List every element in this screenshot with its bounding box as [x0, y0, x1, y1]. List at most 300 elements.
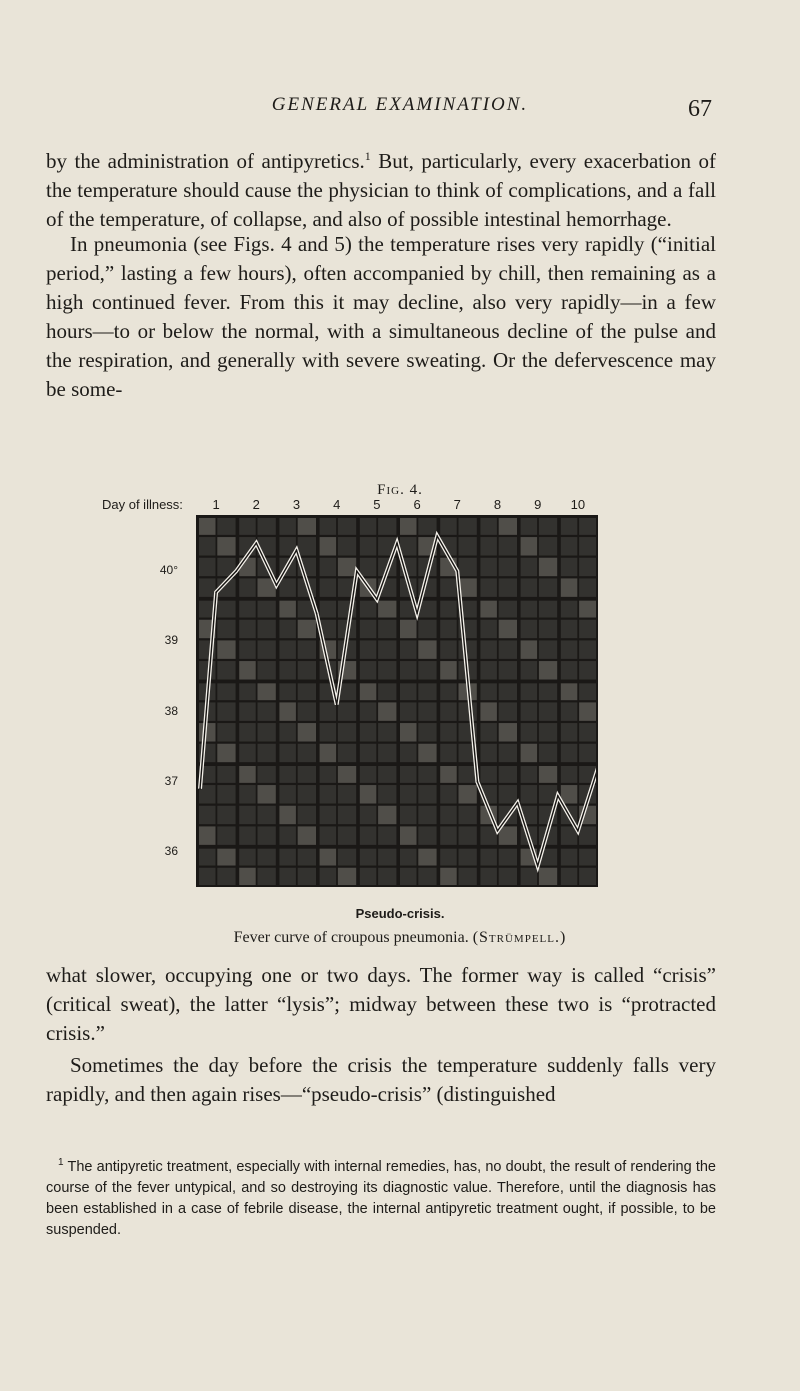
chart-grid-cell — [258, 661, 276, 679]
chart-grid-cell — [360, 661, 377, 679]
chart-grid-cell — [499, 620, 517, 638]
chart-grid-cell — [217, 702, 235, 720]
chart-grid-cell — [418, 744, 436, 762]
chart-grid-cell — [258, 518, 276, 535]
chart-grid-cell — [239, 868, 256, 886]
day-tick-label: 8 — [493, 497, 502, 512]
chart-grid-cell — [400, 723, 417, 741]
chart-grid-cell — [499, 868, 517, 886]
chart-grid-cell — [320, 744, 337, 762]
chart-grid-cell — [539, 766, 557, 783]
chart-grid-cell — [320, 601, 337, 618]
chart-grid-cell — [217, 849, 235, 866]
chart-grid-cell — [440, 640, 457, 658]
chart-grid-cell — [258, 785, 276, 803]
chart-grid-cell — [579, 601, 597, 618]
chart-grid-cell — [400, 537, 417, 555]
chart-grid-cell — [521, 785, 538, 803]
chart-grid-cell — [521, 537, 538, 555]
chart-grid-cell — [258, 826, 276, 844]
chart-grid-cell — [217, 683, 235, 700]
chart-grid-cell — [499, 537, 517, 555]
fever-curve-point — [436, 535, 438, 537]
chart-grid-cell — [539, 723, 557, 741]
paragraph-1-text-a: by the administration of antipyretics. — [46, 149, 365, 173]
chart-grid-cell — [320, 723, 337, 741]
chart-grid-cell — [561, 849, 578, 866]
chart-grid-cell — [338, 723, 356, 741]
chart-grid-cell — [539, 640, 557, 658]
chart-grid-cell — [360, 702, 377, 720]
paragraph-4: Sometimes the day before the crisis the temperature suddenly falls very rapidly, and then again rises—“pseudo-crisis” (distinguished — [46, 1053, 716, 1106]
chart-grid-cell — [360, 785, 377, 803]
chart-grid-cell — [499, 849, 517, 866]
day-tick-label: 1 — [212, 497, 220, 512]
chart-grid-cell — [539, 661, 557, 679]
fever-curve-point — [199, 788, 201, 790]
chart-grid-cell — [539, 744, 557, 762]
chart-grid-cell — [217, 601, 235, 618]
chart-grid-cell — [521, 578, 538, 596]
chart-grid-cell — [298, 620, 316, 638]
chart-grid-cell — [561, 537, 578, 555]
paragraph-1 — [46, 142, 716, 234]
chart-grid-cell — [360, 640, 377, 658]
chart-grid-cell — [217, 620, 235, 638]
chart-grid-cell — [480, 766, 497, 783]
chart-grid-cell — [360, 849, 377, 866]
chart-grid-cell — [360, 601, 377, 618]
chart-grid-cell — [499, 744, 517, 762]
chart-grid-cell — [378, 518, 396, 535]
chart-grid-cell — [320, 578, 337, 596]
chart-grid-cell — [561, 640, 578, 658]
chart-grid-cell — [279, 849, 296, 866]
chart-grid-cell — [360, 868, 377, 886]
footnote-marker: 1 — [58, 1157, 64, 1168]
chart-grid-cell — [279, 683, 296, 700]
chart-grid-cell — [360, 683, 377, 700]
chart-grid-cell — [459, 766, 477, 783]
chart-grid-cell — [440, 868, 457, 886]
figure-label: Fig. 4. — [377, 482, 423, 498]
chart-grid-cell — [418, 785, 436, 803]
chart-grid-cell — [459, 558, 477, 576]
chart-grid-cell — [320, 558, 337, 576]
chart-grid-cell — [320, 537, 337, 555]
chart-grid-cell — [521, 518, 538, 535]
chart-grid-cell — [378, 661, 396, 679]
chart-grid-cell — [521, 744, 538, 762]
fever-curve-point — [296, 549, 298, 551]
chart-grid-cell — [561, 661, 578, 679]
chart-grid-cell — [459, 518, 477, 535]
chart-grid-cell — [400, 806, 417, 824]
chart-grid-cell — [239, 785, 256, 803]
chart-grid-cell — [298, 661, 316, 679]
chart-grid-cell — [579, 640, 597, 658]
chart-grid-cell — [499, 826, 517, 844]
chart-grid-cell — [258, 766, 276, 783]
chart-grid-cell — [239, 723, 256, 741]
chart-grid-cell — [258, 702, 276, 720]
fever-curve-point — [356, 570, 358, 572]
chart-grid-cell — [579, 826, 597, 844]
chart-grid-cell — [459, 826, 477, 844]
chart-grid-cell — [360, 723, 377, 741]
caption-text: Fever curve of croupous pneumonia. — [233, 929, 469, 946]
chart-grid-cell — [298, 806, 316, 824]
chart-grid-cell — [378, 683, 396, 700]
chart-grid-cell — [521, 640, 538, 658]
chart-grid-cell — [400, 868, 417, 886]
chart-grid-cell — [561, 558, 578, 576]
chart-grid-cell — [579, 723, 597, 741]
paragraph-1-text-b: But, particularly, every exacerbation of the temperature should cause the physician to think of complications, and a fall of the temperature, of collapse, and also of possible intestinal hemorrhage. — [46, 149, 716, 231]
chart-grid-cell — [298, 868, 316, 886]
chart-grid-cell — [480, 826, 497, 844]
chart-grid-cell — [400, 640, 417, 658]
chart-grid-cell — [579, 702, 597, 720]
chart-grid-cell — [499, 518, 517, 535]
fever-curve-point — [416, 612, 418, 614]
chart-grid-cell — [440, 806, 457, 824]
temperature-tick-label: 39 — [164, 633, 178, 648]
chart-grid-cell — [360, 826, 377, 844]
chart-grid-cell — [378, 744, 396, 762]
chart-grid-cell — [378, 702, 396, 720]
chart-grid-cell — [440, 744, 457, 762]
chart-grid-cell — [499, 601, 517, 618]
chart-grid-cell — [539, 518, 557, 535]
chart-grid-cell — [378, 849, 396, 866]
chart-grid-cell — [298, 683, 316, 700]
chart-grid-cell — [279, 578, 296, 596]
chart-grid-cell — [440, 849, 457, 866]
chart-grid-cell — [298, 766, 316, 783]
chart-grid-cell — [521, 683, 538, 700]
chart-grid-cell — [239, 518, 256, 535]
chart-grid-cell — [378, 766, 396, 783]
chart-grid-cell — [440, 702, 457, 720]
chart-grid-cell — [440, 785, 457, 803]
page-header — [0, 94, 800, 124]
chart-grid-cell — [480, 537, 497, 555]
chart-grid-cell — [258, 723, 276, 741]
chart-grid-cell — [378, 723, 396, 741]
chart-grid-cell — [217, 868, 235, 886]
chart-grid-cell — [360, 744, 377, 762]
chart-grid-cell — [217, 744, 235, 762]
chart-grid-cell — [459, 702, 477, 720]
chart-grid-cell — [400, 661, 417, 679]
chart-grid-cell — [279, 785, 296, 803]
chart-grid-cell — [258, 620, 276, 638]
chart-grid-cell — [320, 849, 337, 866]
chart-grid-cell — [521, 766, 538, 783]
chart-grid-cell — [539, 620, 557, 638]
chart-grid-cell — [338, 766, 356, 783]
chart-grid-cell — [279, 702, 296, 720]
chart-grid-cell — [440, 683, 457, 700]
chart-grid-cell — [440, 766, 457, 783]
chart-grid-cell — [338, 806, 356, 824]
chart-grid-cell — [521, 601, 538, 618]
chart-grid-cell — [320, 868, 337, 886]
chart-grid-cell — [521, 868, 538, 886]
chart-grid-cell — [418, 620, 436, 638]
day-tick-label: 10 — [570, 497, 586, 512]
chart-grid-cell — [418, 826, 436, 844]
chart-grid-cell — [378, 785, 396, 803]
chart-grid-cell — [561, 620, 578, 638]
chart-grid-cell — [199, 826, 216, 844]
chart-grid-cell — [199, 806, 216, 824]
chart-grid-cell — [440, 620, 457, 638]
day-tick-label: 2 — [252, 497, 260, 512]
chart-grid-cell — [440, 518, 457, 535]
chart-grid-cell — [400, 620, 417, 638]
chart-grid-cell — [239, 744, 256, 762]
fever-curve-point — [235, 570, 237, 572]
chart-grid-cell — [279, 868, 296, 886]
chart-grid-cell — [521, 661, 538, 679]
chart-grid-cell — [338, 518, 356, 535]
fever-curve-point — [316, 612, 318, 614]
temperature-tick-label: 36 — [164, 843, 178, 858]
chart-grid-cell — [258, 601, 276, 618]
chart-grid-cell — [199, 558, 216, 576]
chart-grid-cell — [480, 723, 497, 741]
chart-grid-cell — [279, 620, 296, 638]
chart-grid-cell — [539, 558, 557, 576]
chart-grid-cell — [239, 620, 256, 638]
chart-grid-cell — [459, 785, 477, 803]
chart-grid-cell — [298, 537, 316, 555]
chart-grid-cell — [418, 702, 436, 720]
footnote-ref: 1 — [364, 149, 371, 163]
chart-grid-cell — [298, 640, 316, 658]
chart-grid-cell — [480, 601, 497, 618]
chart-grid-cell — [320, 826, 337, 844]
chart-grid-cell — [338, 826, 356, 844]
day-tick-label: 6 — [413, 497, 421, 512]
day-tick-label: 9 — [534, 497, 542, 512]
chart-grid-cell — [579, 868, 597, 886]
chart-grid-cell — [338, 849, 356, 866]
chart-grid-cell — [561, 518, 578, 535]
chart-grid-cell — [480, 518, 497, 535]
chart-grid-cell — [579, 661, 597, 679]
chart-grid-cell — [499, 640, 517, 658]
chart-grid-cell — [561, 766, 578, 783]
chart-grid-cell — [239, 849, 256, 866]
chart-grid-cell — [400, 683, 417, 700]
chart-grid-cell — [499, 702, 517, 720]
chart-grid-cell — [440, 601, 457, 618]
chart-grid-cell — [499, 578, 517, 596]
chart-grid-cell — [298, 723, 316, 741]
chart-grid-cell — [400, 785, 417, 803]
chart-grid-cell — [258, 806, 276, 824]
chart-grid-cell — [239, 683, 256, 700]
chart-grid-cell — [279, 744, 296, 762]
chart-grid-cell — [279, 601, 296, 618]
day-tick-label: 3 — [292, 497, 301, 512]
chart-grid-cell — [239, 578, 256, 596]
chart-grid-cell — [418, 683, 436, 700]
chart-grid-cell — [579, 683, 597, 700]
chart-grid-cell — [258, 744, 276, 762]
chart-grid-cell — [499, 661, 517, 679]
chart-grid-cell — [279, 723, 296, 741]
chart-grid-cell — [217, 537, 235, 555]
chart-grid-cell — [561, 785, 578, 803]
chart-grid-cell — [199, 723, 216, 741]
chart-grid-cell — [320, 518, 337, 535]
chart-grid-cell — [418, 661, 436, 679]
footnote-text: The antipyretic treatment, especially with internal remedies, has, no doubt, the result of rendering the course of the fever untypical, and so destroying its diagnostic value. Therefore, until the diagnosis has been established in a case of febrile disease, the internal antipyretic treatment ought, if possible, to be suspended. — [46, 1158, 716, 1238]
paragraph-3: what slower, occupying one or two days. The former way is called “crisis” (critical sweat), the latter “lysis”; midway between these two is “protracted crisis.” — [46, 963, 716, 1045]
chart-grid-cell — [279, 806, 296, 824]
chart-grid-cell — [217, 723, 235, 741]
fever-curve-point — [577, 830, 579, 832]
chart-grid-cell — [499, 785, 517, 803]
chart-grid-cell — [521, 723, 538, 741]
chart-grid-cell — [239, 702, 256, 720]
chart-grid-cell — [418, 766, 436, 783]
chart-grid-cell — [320, 702, 337, 720]
chart-grid-cell — [418, 640, 436, 658]
chart-grid-cell — [579, 558, 597, 576]
chart-grid-cell — [338, 744, 356, 762]
chart-grid-cell — [360, 558, 377, 576]
temperature-tick-label: 38 — [164, 703, 178, 718]
chart-grid-cell — [561, 578, 578, 596]
chart-grid-cell — [440, 578, 457, 596]
chart-grid-cell — [338, 702, 356, 720]
chart-grid-cell — [459, 806, 477, 824]
chart-grid-cell — [440, 826, 457, 844]
chart-grid-cell — [360, 806, 377, 824]
chart-grid-cell — [298, 849, 316, 866]
chart-grid-cell — [579, 744, 597, 762]
chart-grid-cell — [258, 849, 276, 866]
chart-grid-cell — [217, 785, 235, 803]
chart-grid-cell — [378, 601, 396, 618]
temperature-tick-label: 40° — [159, 563, 178, 578]
chart-grid-cell — [360, 518, 377, 535]
chart-grid-cell — [199, 537, 216, 555]
chart-grid-cell — [320, 766, 337, 783]
chart-grid-cell — [279, 640, 296, 658]
chart-grid-cell — [378, 806, 396, 824]
chart-grid-cell — [459, 640, 477, 658]
chart-grid-cell — [338, 868, 356, 886]
caption-source: (Strümpell.) — [472, 929, 567, 946]
chart-grid-cell — [400, 826, 417, 844]
chart-grid-cell — [298, 518, 316, 535]
chart-grid-cell — [579, 518, 597, 535]
chart-grid-cell — [400, 744, 417, 762]
chart-grid-cell — [561, 744, 578, 762]
fever-curve-point — [276, 584, 278, 586]
chart-grid-cell — [320, 785, 337, 803]
chart-grid-cell — [480, 849, 497, 866]
chart-grid-cell — [338, 785, 356, 803]
chart-grid-cell — [400, 849, 417, 866]
chart-grid-cell — [400, 766, 417, 783]
chart-grid-cell — [539, 601, 557, 618]
chart-grid-cell — [258, 868, 276, 886]
chart-grid-cell — [239, 661, 256, 679]
fever-curve-point — [457, 570, 459, 572]
chart-grid-cell — [199, 518, 216, 535]
chart-grid-cell — [539, 683, 557, 700]
fever-curve-point — [477, 781, 479, 783]
chart-grid-cell — [360, 620, 377, 638]
chart-grid-cell — [199, 578, 216, 596]
chart-grid-cell — [279, 826, 296, 844]
fever-curve-point — [557, 795, 559, 797]
chart-grid-cell — [298, 702, 316, 720]
fever-curve-point — [537, 865, 539, 867]
day-tick-label: 5 — [373, 497, 381, 512]
chart-grid-cell — [579, 620, 597, 638]
chart-grid-cell — [199, 868, 216, 886]
day-axis-label: Day of illness: — [102, 497, 183, 512]
chart-grid-cell — [279, 518, 296, 535]
chart-grid-cell — [418, 868, 436, 886]
chart-grid-cell — [378, 620, 396, 638]
chart-grid-cell — [239, 766, 256, 783]
chart-grid-cell — [239, 806, 256, 824]
chart-grid-cell — [258, 640, 276, 658]
chart-grid-cell — [579, 849, 597, 866]
chart-grid-cell — [199, 849, 216, 866]
chart-grid-cell — [418, 849, 436, 866]
pseudo-crisis-annotation: Pseudo-crisis. — [355, 906, 445, 921]
chart-grid-cell — [279, 766, 296, 783]
chart-grid-cell — [217, 806, 235, 824]
footnote — [46, 1152, 716, 1241]
chart-grid-cell — [499, 683, 517, 700]
running-head: GENERAL EXAMINATION. — [271, 94, 529, 115]
chart-grid-cell — [480, 578, 497, 596]
chart-grid-cell — [480, 640, 497, 658]
chart-grid-cell — [360, 766, 377, 783]
chart-grid-cell — [539, 868, 557, 886]
chart-grid-cell — [298, 744, 316, 762]
chart-grid-cell — [459, 537, 477, 555]
chart-grid-cell — [561, 868, 578, 886]
fever-curve-point — [336, 704, 338, 706]
fever-chart — [196, 515, 598, 887]
chart-grid-cell — [279, 661, 296, 679]
paragraph-2: In pneumonia (see Figs. 4 and 5) the temperature rises very rapidly (“initial period,” lasting a few hours), often accompanied by chill, then remaining as a high continued fever. From this it may decline, also very rapidly—in a few hours—to or below the normal, with a simultaneous decline of the pulse and the respiration, and generally with severe sweating. Or the defervescence may be some- — [46, 232, 716, 401]
chart-grid-cell — [360, 537, 377, 555]
chart-grid-cell — [561, 723, 578, 741]
chart-grid-cell — [217, 661, 235, 679]
chart-grid-cell — [338, 537, 356, 555]
fever-curve-point — [215, 591, 217, 593]
chart-grid-cell — [418, 723, 436, 741]
chart-grid-cell — [400, 702, 417, 720]
chart-grid-cell — [480, 620, 497, 638]
day-tick-label: 7 — [453, 497, 461, 512]
figure-caption — [0, 929, 800, 947]
chart-grid-cell — [459, 849, 477, 866]
